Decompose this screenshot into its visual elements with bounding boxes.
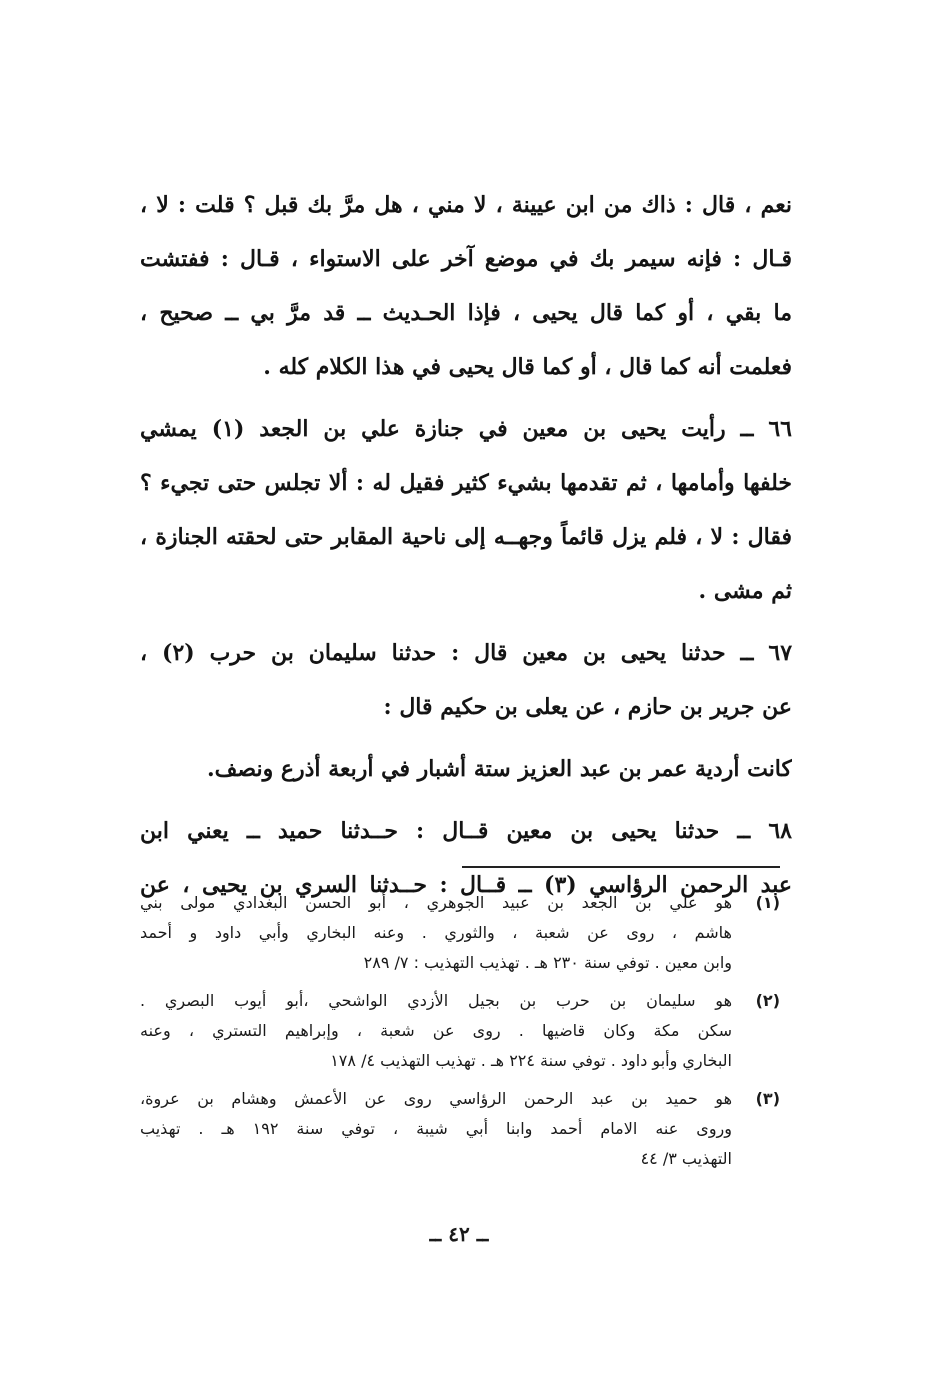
text-line: ٦٧ ــ حدثنا يحيى بن معين قال : حدثنا سليمان بن حرب (٢) ، [140,640,792,666]
text-line: ثم مشى . [698,578,792,604]
quote-paragraph [140,742,792,796]
footnote-number: (١) [755,893,780,912]
footnote-line: هو سليمان بن حرب بن بجيل الأزدي الواشحي ،أبو أيوب البصري . [140,991,732,1010]
text-line: عن جرير بن حازم ، عن يعلى بن حكيم قال : [383,694,792,720]
page-number: ــ ٤٢ ــ [429,1222,489,1246]
footnote-separator [462,866,780,868]
paragraph-1 [140,178,792,394]
text-line: عبد الرحمن الرؤاسي (٣) ــ قــال : حــدثنا السري بن يحيى ، عن [140,872,792,898]
text-line: نعم ، قال : ذاك من ابن عيينة ، لا مني ، هل مرَّ بك قبل ؟ قلت : لا ، [140,192,792,218]
text-line: فعلمت أنه كما قال ، أو كما قال يحيى في هذا الكلام كله . [263,354,792,380]
footnote-line: هو علي بن الجعد بن عبيد الجوهري ، أبو الحسن البغدادي مولى بني [140,893,732,912]
footnote-line: وروى عنه الامام أحمد وابنا أبي شيبة ، توفي سنة ١٩٢ هـ . تهذيب [140,1119,732,1138]
footnote-line: البخاري وأبو داود . توفي سنة ٢٢٤ هـ . تهذيب التهذيب ٤/ ١٧٨ [330,1051,732,1070]
footnote-3 [140,1084,800,1174]
footnote-line: وابن معين . توفي سنة ٢٣٠ هـ . تهذيب التهذيب : ٧/ ٢٨٩ [363,953,732,972]
footnotes [140,888,800,1182]
footnote-line: هو حميد بن عبد الرحمن الرؤاسي روى عن الأعمش وهشام بن عروة، [140,1089,732,1108]
paragraph-66 [140,402,792,618]
footnote-line: التهذيب ٣/ ٤٤ [640,1149,732,1168]
footnote-line: سكن مكة وكان قاضيها . روى عن شعبة ، وإبراهيم التستري ، وعنه [140,1021,732,1040]
footnote-2 [140,986,800,1076]
footnote-number: (٣) [755,1089,780,1108]
paragraph-67 [140,626,792,734]
text-line: كانت أردية عمر بن عبد العزيز ستة أشبار في أربعة أذرع ونصف. [206,756,792,782]
main-text [140,178,792,912]
footnote-number: (٢) [755,991,780,1010]
text-line: ٦٨ ــ حدثنا يحيى بن معين قــال : حــدثنا حميد ــ يعني ابن [140,818,792,844]
text-line: ما بقي ، أو كما قال يحيى ، فإذا الحـديث ــ قد مرَّ بي ــ صحيح ، [140,300,792,326]
text-line: فقال : لا ، فلم يزل قائماً وجهــه إلى ناحية المقابر حتى لحقته الجنازة ، [140,524,792,550]
text-line: ٦٦ ــ رأيت يحيى بن معين في جنازة علي بن الجعد (١) يمشي [140,416,792,442]
text-line: قـال : فإنه سيمر بك في موضع آخر على الاستواء ، قـال : ففتشت [140,246,792,272]
footnote-line: هاشم ، روى عن شعبة ، والثوري . وعنه البخاري وأبي داود و أحمد [140,923,732,942]
footnote-1 [140,888,800,978]
text-line: خلفها وأمامها ، ثم تقدمها بشيء كثير فقيل له : ألا تجلس حتى تجيء ؟ [140,470,792,496]
